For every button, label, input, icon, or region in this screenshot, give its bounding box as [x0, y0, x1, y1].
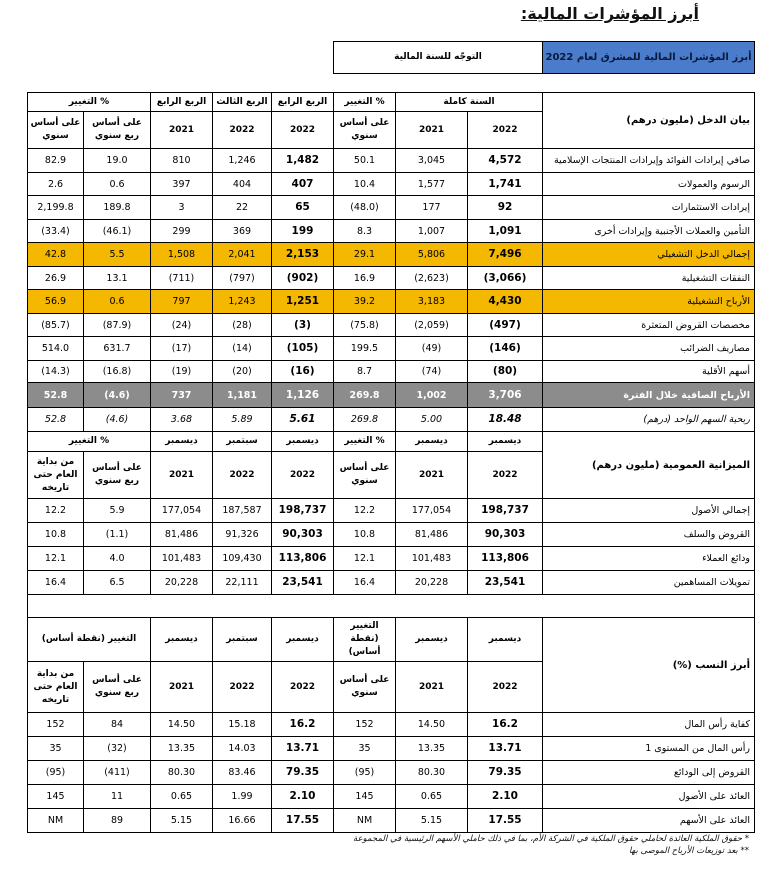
cell-q322: 1,181 [213, 383, 272, 408]
cell-dec22b: 198,737 [272, 499, 334, 523]
cell-ytd: 10.8 [28, 523, 84, 547]
cell-q422: 407 [272, 173, 334, 196]
gap-row [28, 74, 755, 93]
row-label: تمويلات المساهمين [543, 571, 755, 595]
cell-fy21: 3,183 [396, 290, 468, 314]
page-title: أبرز المؤشرات المالية: [520, 4, 699, 23]
cell-fy21: (74) [396, 361, 468, 383]
cell-qoq: (16.8) [84, 361, 151, 383]
cell-fy22: 1,091 [468, 220, 543, 243]
cell-qoq: 5.9 [84, 499, 151, 523]
income-row [28, 243, 755, 267]
cell-q421: 3.68 [151, 408, 213, 432]
income-row [28, 361, 755, 383]
cell-yoy: 2,199.8 [28, 196, 84, 220]
cell-q322: 22 [213, 196, 272, 220]
cell-dec21b: 101,483 [151, 547, 213, 571]
cell-dec22: 79.35 [468, 761, 543, 785]
cell-fy22: 7,496 [468, 243, 543, 267]
cell-chg: 12.1 [334, 547, 396, 571]
cell-q422: 65 [272, 196, 334, 220]
cell-fy22: 4,430 [468, 290, 543, 314]
cell-ytd: (95) [28, 761, 84, 785]
cell-chg: 35 [334, 737, 396, 761]
cell-qoq: (4.6) [84, 408, 151, 432]
cell-fy21: (2,059) [396, 314, 468, 337]
cell-dec22: 113,806 [468, 547, 543, 571]
ratio-row [28, 785, 755, 809]
cell-dec21: 5.15 [396, 809, 468, 833]
cell-dec22: 13.71 [468, 737, 543, 761]
cell-q322: 369 [213, 220, 272, 243]
cell-dec22: 17.55 [468, 809, 543, 833]
cell-dec21: 81,486 [396, 523, 468, 547]
cell-q421: 737 [151, 383, 213, 408]
cell-ytd: 35 [28, 737, 84, 761]
row-label: إجمالي الأصول [543, 499, 755, 523]
cell-fy21: 177 [396, 196, 468, 220]
row-label: النفقات التشغيلية [543, 267, 755, 290]
cell-yoy: 26.9 [28, 267, 84, 290]
cell-qoq: 89 [84, 809, 151, 833]
cell-chg: 39.2 [334, 290, 396, 314]
cell-fy22: 3,706 [468, 383, 543, 408]
cell-sep22: 1.99 [213, 785, 272, 809]
row-label: القروض إلى الودائع [543, 761, 755, 785]
cell-q421: (24) [151, 314, 213, 337]
income-row [28, 220, 755, 243]
cell-dec21: 80.30 [396, 761, 468, 785]
ratio-row [28, 737, 755, 761]
income-header-row-1: التغيير % الربع الرابع الربع الثالث الربع الرابع التغيير % السنة كاملة بيان الدخل (مليون درهم) [28, 93, 755, 112]
section-header-row-2: من بداية العام حتى تاريخه على أساس ربع سنوي 2021 2022 2022 على أساس سنوي 2021 2022 [28, 662, 755, 713]
cell-yoy: 2.6 [28, 173, 84, 196]
income-row [28, 290, 755, 314]
row-label: ربحية السهم الواحد (درهم) [543, 408, 755, 432]
cell-chg: 145 [334, 785, 396, 809]
cell-dec22: 2.10 [468, 785, 543, 809]
cell-dec22b: 2.10 [272, 785, 334, 809]
cell-yoy: 82.9 [28, 149, 84, 173]
cell-q322: 1,243 [213, 290, 272, 314]
ratio-row [28, 761, 755, 785]
cell-ytd: 12.1 [28, 547, 84, 571]
cell-q421: (17) [151, 337, 213, 361]
cell-dec21b: 14.50 [151, 713, 213, 737]
cell-chg: 8.7 [334, 361, 396, 383]
row-label: إجمالي الدخل التشغيلي [543, 243, 755, 267]
cell-qoq: (46.1) [84, 220, 151, 243]
cell-qoq: 11 [84, 785, 151, 809]
cell-fy21: 1,577 [396, 173, 468, 196]
balance-row [28, 499, 755, 523]
cell-dec21b: 13.35 [151, 737, 213, 761]
cell-q421: 397 [151, 173, 213, 196]
row-label: مصاريف الضرائب [543, 337, 755, 361]
top-header-row [28, 42, 755, 74]
cell-q421: (711) [151, 267, 213, 290]
cell-fy22: 18.48 [468, 408, 543, 432]
ratio-row [28, 713, 755, 737]
cell-chg: 50.1 [334, 149, 396, 173]
income-row [28, 408, 755, 432]
section-label: الميزانية العمومية (مليون درهم) [543, 432, 755, 499]
cell-chg: 12.2 [334, 499, 396, 523]
cell-q322: 1,246 [213, 149, 272, 173]
ratio-row [28, 809, 755, 833]
row-label: القروض والسلف [543, 523, 755, 547]
cell-q422: 1,482 [272, 149, 334, 173]
cell-q422: (16) [272, 361, 334, 383]
spacer-row [28, 595, 755, 618]
cell-fy22: 92 [468, 196, 543, 220]
cell-fy21: (49) [396, 337, 468, 361]
section-label: أبرز النسب (%) [543, 618, 755, 713]
cell-dec22: 198,737 [468, 499, 543, 523]
cell-chg: 199.5 [334, 337, 396, 361]
cell-chg: 10.8 [334, 523, 396, 547]
row-label: الأرباح التشغيلية [543, 290, 755, 314]
cell-fy21: 1,002 [396, 383, 468, 408]
cell-ytd: 152 [28, 713, 84, 737]
income-row [28, 314, 755, 337]
cell-chg: 16.4 [334, 571, 396, 595]
income-row [28, 173, 755, 196]
cell-fy21: 5,806 [396, 243, 468, 267]
cell-qoq: 189.8 [84, 196, 151, 220]
cell-q422: 2,153 [272, 243, 334, 267]
cell-sep22: 14.03 [213, 737, 272, 761]
cell-fy21: 5.00 [396, 408, 468, 432]
cell-fy21: 1,007 [396, 220, 468, 243]
section-header-row-2: من بداية العام حتى تاريخه على أساس ربع سنوي 2021 2022 2022 على أساس سنوي 2021 2022 [28, 452, 755, 499]
cell-qoq: (411) [84, 761, 151, 785]
annual-trend-header: التوجّه للسنة المالية [334, 42, 543, 74]
cell-qoq: (1.1) [84, 523, 151, 547]
cell-q322: (20) [213, 361, 272, 383]
cell-qoq: (87.9) [84, 314, 151, 337]
row-label: صافي إيرادات الفوائد وإيرادات المنتجات الإسلامية [543, 149, 755, 173]
cell-fy22: (497) [468, 314, 543, 337]
balance-row [28, 523, 755, 547]
row-label: الأرباح الصافية خلال الفترة [543, 383, 755, 408]
cell-dec21b: 81,486 [151, 523, 213, 547]
cell-ytd: 16.4 [28, 571, 84, 595]
balance-row [28, 571, 755, 595]
cell-qoq: 0.6 [84, 290, 151, 314]
cell-q422: 199 [272, 220, 334, 243]
footnotes [353, 833, 749, 857]
row-label: العائد على الأصول [543, 785, 755, 809]
cell-q421: 3 [151, 196, 213, 220]
cell-ytd: NM [28, 809, 84, 833]
cell-chg: 29.1 [334, 243, 396, 267]
cell-dec21b: 5.15 [151, 809, 213, 833]
cell-q322: 2,041 [213, 243, 272, 267]
cell-yoy: 52.8 [28, 383, 84, 408]
cell-sep22: 83.46 [213, 761, 272, 785]
income-header-row-2: على أساس سنوي على أساس ربع سنوي 2021 2022 2022 على أساس سنوي 2021 2022 [28, 112, 755, 149]
cell-dec22b: 79.35 [272, 761, 334, 785]
cell-yoy: (33.4) [28, 220, 84, 243]
cell-dec21: 13.35 [396, 737, 468, 761]
cell-yoy: 52.8 [28, 408, 84, 432]
cell-fy22: 1,741 [468, 173, 543, 196]
cell-qoq: (32) [84, 737, 151, 761]
cell-q322: 5.89 [213, 408, 272, 432]
cell-chg: NM [334, 809, 396, 833]
row-label: إيرادات الاستثمارات [543, 196, 755, 220]
income-row [28, 267, 755, 290]
cell-dec21b: 177,054 [151, 499, 213, 523]
income-row [28, 149, 755, 173]
cell-q322: (14) [213, 337, 272, 361]
cell-ytd: 12.2 [28, 499, 84, 523]
income-row [28, 383, 755, 408]
cell-qoq: (4.6) [84, 383, 151, 408]
cell-q422: 1,251 [272, 290, 334, 314]
section-header-row-1: التغيير % ديسمبر سبتمبر ديسمبر التغيير % ديسمبر ديسمبر الميزانية العمومية (مليون درهم) [28, 432, 755, 452]
cell-yoy: 514.0 [28, 337, 84, 361]
cell-yoy: (14.3) [28, 361, 84, 383]
balance-row [28, 547, 755, 571]
cell-sep22: 15.18 [213, 713, 272, 737]
cell-q422: (105) [272, 337, 334, 361]
cell-qoq: 5.5 [84, 243, 151, 267]
row-label: العائد على الأسهم [543, 809, 755, 833]
footnote-2: ** بعد توزيعات الأرباح الموصى بها [628, 846, 749, 856]
income-row [28, 196, 755, 220]
cell-q421: 810 [151, 149, 213, 173]
cell-chg: (95) [334, 761, 396, 785]
cell-dec21b: 80.30 [151, 761, 213, 785]
cell-q322: (28) [213, 314, 272, 337]
row-label: أسهم الأقلية [543, 361, 755, 383]
cell-dec21b: 0.65 [151, 785, 213, 809]
cell-q422: (902) [272, 267, 334, 290]
cell-qoq: 631.7 [84, 337, 151, 361]
cell-dec22b: 90,303 [272, 523, 334, 547]
cell-dec21: 101,483 [396, 547, 468, 571]
cell-dec21: 177,054 [396, 499, 468, 523]
cell-yoy: 42.8 [28, 243, 84, 267]
cell-fy22: (3,066) [468, 267, 543, 290]
cell-q422: 5.61 [272, 408, 334, 432]
cell-dec22b: 16.2 [272, 713, 334, 737]
cell-q322: 404 [213, 173, 272, 196]
cell-dec22: 90,303 [468, 523, 543, 547]
cell-q421: (19) [151, 361, 213, 383]
cell-ytd: 145 [28, 785, 84, 809]
cell-fy22: (146) [468, 337, 543, 361]
cell-dec22: 16.2 [468, 713, 543, 737]
cell-dec21b: 20,228 [151, 571, 213, 595]
cell-chg: 269.8 [334, 383, 396, 408]
cell-chg: 10.4 [334, 173, 396, 196]
cell-q322: (797) [213, 267, 272, 290]
cell-chg: (48.0) [334, 196, 396, 220]
row-label: مخصصات القروض المتعثرة [543, 314, 755, 337]
cell-chg: 269.8 [334, 408, 396, 432]
cell-q422: 1,126 [272, 383, 334, 408]
financial-highlights-table [27, 41, 755, 833]
cell-sep22: 109,430 [213, 547, 272, 571]
row-label: ودائع العملاء [543, 547, 755, 571]
income-section-label: بيان الدخل (مليون درهم) [543, 93, 755, 149]
cell-q422: (3) [272, 314, 334, 337]
cell-dec21: 14.50 [396, 713, 468, 737]
cell-yoy: 56.9 [28, 290, 84, 314]
cell-qoq: 6.5 [84, 571, 151, 595]
income-row [28, 337, 755, 361]
cell-qoq: 4.0 [84, 547, 151, 571]
cell-chg: 16.9 [334, 267, 396, 290]
cell-dec21: 0.65 [396, 785, 468, 809]
cell-fy21: (2,623) [396, 267, 468, 290]
blue-title-cell: أبرز المؤشرات المالية للمشرق لعام 2022 [543, 42, 755, 74]
footnote-1: * حقوق الملكية العائدة لحاملي حقوق الملكية في الشركة الأم، بما في ذلك حاملي الأسهم الرئيسية في المجموعة [353, 834, 749, 844]
cell-fy22: 4,572 [468, 149, 543, 173]
cell-q421: 1,508 [151, 243, 213, 267]
row-label: رأس المال من المستوى 1 [543, 737, 755, 761]
cell-fy22: (80) [468, 361, 543, 383]
cell-fy21: 3,045 [396, 149, 468, 173]
cell-chg: 8.3 [334, 220, 396, 243]
cell-dec21: 20,228 [396, 571, 468, 595]
cell-q421: 299 [151, 220, 213, 243]
cell-qoq: 19.0 [84, 149, 151, 173]
cell-dec22b: 13.71 [272, 737, 334, 761]
cell-dec22b: 23,541 [272, 571, 334, 595]
row-label: التأمين والعملات الأجنبية وإيرادات أخرى [543, 220, 755, 243]
cell-dec22: 23,541 [468, 571, 543, 595]
cell-q421: 797 [151, 290, 213, 314]
cell-dec22b: 17.55 [272, 809, 334, 833]
cell-qoq: 13.1 [84, 267, 151, 290]
cell-sep22: 22,111 [213, 571, 272, 595]
cell-chg: 152 [334, 713, 396, 737]
cell-sep22: 91,326 [213, 523, 272, 547]
cell-qoq: 0.6 [84, 173, 151, 196]
cell-sep22: 16.66 [213, 809, 272, 833]
row-label: كفاية رأس المال [543, 713, 755, 737]
cell-chg: (75.8) [334, 314, 396, 337]
cell-sep22: 187,587 [213, 499, 272, 523]
cell-qoq: 84 [84, 713, 151, 737]
cell-dec22b: 113,806 [272, 547, 334, 571]
section-header-row-1: التغيير (نقطة أساس) ديسمبر سبتمبر ديسمبر التغيير (نقطة أساس) ديسمبر ديسمبر أبرز النسب (%) [28, 618, 755, 662]
row-label: الرسوم والعمولات [543, 173, 755, 196]
cell-yoy: (85.7) [28, 314, 84, 337]
